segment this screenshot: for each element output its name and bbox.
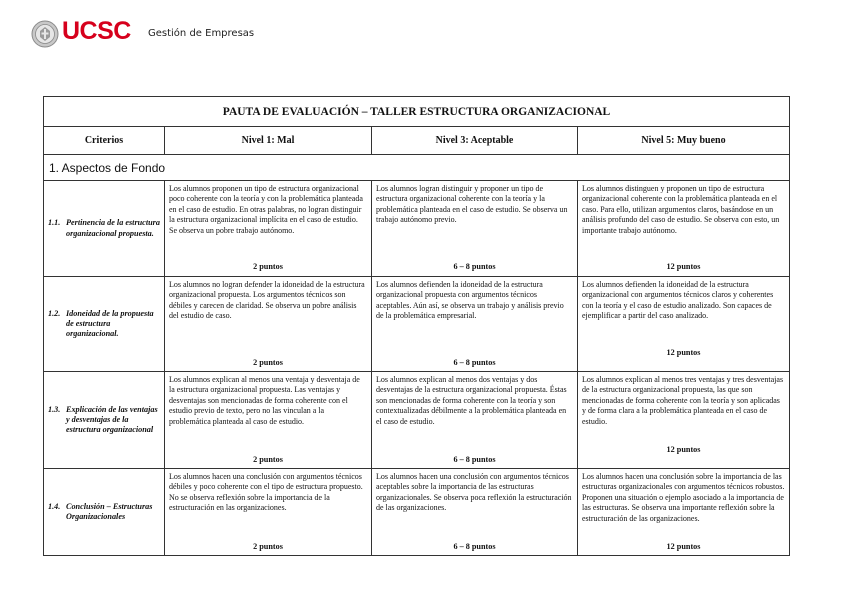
level-points: 2 puntos bbox=[253, 542, 283, 551]
criterion-label: Conclusión – Estructuras Organizacionales bbox=[66, 501, 153, 521]
level-points: 2 puntos bbox=[253, 262, 283, 271]
level-description: Los alumnos explican al menos dos ventajas y dos desventajas de la estructura organizacional propuesta. Éstas son mencionadas de forma coherente con la teoría y son contextualizadas débilmente a la problemática planteada en el caso de estudio. bbox=[376, 375, 567, 426]
column-header-level-5: Nivel 5: Muy bueno bbox=[578, 127, 790, 155]
rubric-title: PAUTA DE EVALUACIÓN – TALLER ESTRUCTURA ORGANIZACIONAL bbox=[44, 97, 790, 127]
column-header-level-3: Nivel 3: Aceptable bbox=[372, 127, 578, 155]
table-row bbox=[44, 277, 790, 372]
page-header bbox=[0, 0, 848, 60]
level-description: Los alumnos hacen una conclusión sobre la importancia de las estructuras organizacionales con argumentos técnicos robustos. Proponen una situación o ejemplo asociado a la importancia de las estructuras. Se observa una importante reflexión sobre la estructuración de las organizaciones. bbox=[582, 472, 785, 523]
level-description: Los alumnos defienden la idoneidad de la estructura organizacional con argumentos técnicos claros y coherentes con la teoría y el caso de estudio analizado. Son capaces de ejemplificar a partir del caso analizado. bbox=[582, 280, 774, 321]
level-description: Los alumnos explican al menos una ventaja y desventaja de la estructura organizacional propuesta. Las ventajas y desventajas son mencionadas de forma coherente con el estudio previo de texto, pero no las vinculan a la problemática planteada al caso de estudio. bbox=[169, 375, 360, 426]
criterion-number: 1.2. bbox=[48, 308, 61, 318]
column-header-criteria: Criterios bbox=[44, 127, 165, 155]
level-cell bbox=[372, 469, 578, 556]
level-points: 12 puntos bbox=[666, 445, 701, 454]
evaluation-rubric-table bbox=[43, 96, 790, 556]
level-description: Los alumnos proponen un tipo de estructura organizacional poco coherente con la teoría y con la problemática planteada en el caso de estudio. En otras palabras, no logran distinguir la estructura organizacional implícita en el caso de estudio. Se observa un pobre trabajo autónomo. bbox=[169, 184, 363, 235]
level-cell bbox=[165, 181, 372, 277]
section-heading: 1. Aspectos de Fondo bbox=[44, 155, 790, 181]
level-cell bbox=[165, 277, 372, 372]
table-row bbox=[44, 181, 790, 277]
criterion-cell bbox=[44, 469, 165, 556]
level-points: 6 – 8 puntos bbox=[453, 455, 496, 464]
level-description: Los alumnos hacen una conclusión con argumentos técnicos aceptables sobre la importancia de las estructuras organizacionales. Se observa poca reflexión la estructuración de las organizaciones. bbox=[376, 472, 572, 513]
criterion-number: 1.1. bbox=[48, 218, 61, 228]
level-cell bbox=[165, 469, 372, 556]
level-description: Los alumnos hacen una conclusión con argumentos técnicos débiles y poco coherente con el tipo de estructura propuesto. No se observa reflexión sobre la importancia de la estructuración en las organizaciones. bbox=[169, 472, 363, 513]
level-points: 6 – 8 puntos bbox=[453, 358, 496, 367]
level-points: 2 puntos bbox=[253, 455, 283, 464]
level-description: Los alumnos defienden la idoneidad de la estructura organizacional propuesta con argumentos técnicos aceptables. Aún así, se observa un trabajo y análisis previo de la problemática empresarial. bbox=[376, 280, 564, 321]
criterion-label: Explicación de las ventajas y desventajas de la estructura organizacional bbox=[66, 404, 158, 435]
criterion-number: 1.3. bbox=[48, 404, 61, 414]
criterion-label: Pertinencia de la estructura organizacional propuesta. bbox=[66, 218, 160, 238]
level-description: Los alumnos distinguen y proponen un tipo de estructura organizacional coherente con la problemática planteada en el caso. Para ello, utilizan argumentos claros, basándose en un análisis profundo del caso de estudio. Se observa con esto, un importante trabajo autónomo. bbox=[582, 184, 780, 235]
level-points: 6 – 8 puntos bbox=[453, 542, 496, 551]
level-cell bbox=[372, 181, 578, 277]
criterion-label: Idoneidad de la propuesta de estructura organizacional. bbox=[66, 308, 154, 339]
criterion-cell bbox=[44, 181, 165, 277]
logo-wordmark: UCSC bbox=[62, 17, 131, 45]
table-row bbox=[44, 469, 790, 556]
level-cell bbox=[578, 469, 790, 556]
level-cell bbox=[578, 372, 790, 469]
level-cell bbox=[578, 277, 790, 372]
column-header-row bbox=[44, 127, 790, 155]
level-cell bbox=[372, 277, 578, 372]
level-cell bbox=[372, 372, 578, 469]
level-cell bbox=[578, 181, 790, 277]
level-description: Los alumnos explican al menos tres ventajas y tres desventajas de la estructura organizacional propuesta, las que son mencionadas de forma coherente con la teoría y son aplicadas y de forma clara a la problemática planteada en el caso de estudio. bbox=[582, 375, 784, 426]
column-header-level-1: Nivel 1: Mal bbox=[165, 127, 372, 155]
university-seal-icon bbox=[31, 20, 59, 48]
criterion-cell bbox=[44, 277, 165, 372]
level-points: 2 puntos bbox=[253, 358, 283, 367]
level-description: Los alumnos no logran defender la idoneidad de la estructura organizacional propuesta. Los argumentos técnicos son débiles y carecen de claridad. Se observa un pobre análisis del estudio de caso. bbox=[169, 280, 365, 321]
course-name: Gestión de Empresas bbox=[148, 28, 255, 39]
level-points: 12 puntos bbox=[666, 262, 701, 271]
table-row bbox=[44, 372, 790, 469]
level-points: 12 puntos bbox=[666, 348, 701, 357]
ucsc-logo bbox=[31, 17, 131, 50]
criterion-number: 1.4. bbox=[48, 501, 61, 511]
level-points: 6 – 8 puntos bbox=[453, 262, 496, 271]
level-cell bbox=[165, 372, 372, 469]
level-description: Los alumnos logran distinguir y proponer un tipo de estructura organizacional coherente con la teoría y la problemática planteada en el caso de estudio. Se observa un trabajo autónomo previo. bbox=[376, 184, 568, 225]
level-points: 12 puntos bbox=[666, 542, 701, 551]
criterion-cell bbox=[44, 372, 165, 469]
